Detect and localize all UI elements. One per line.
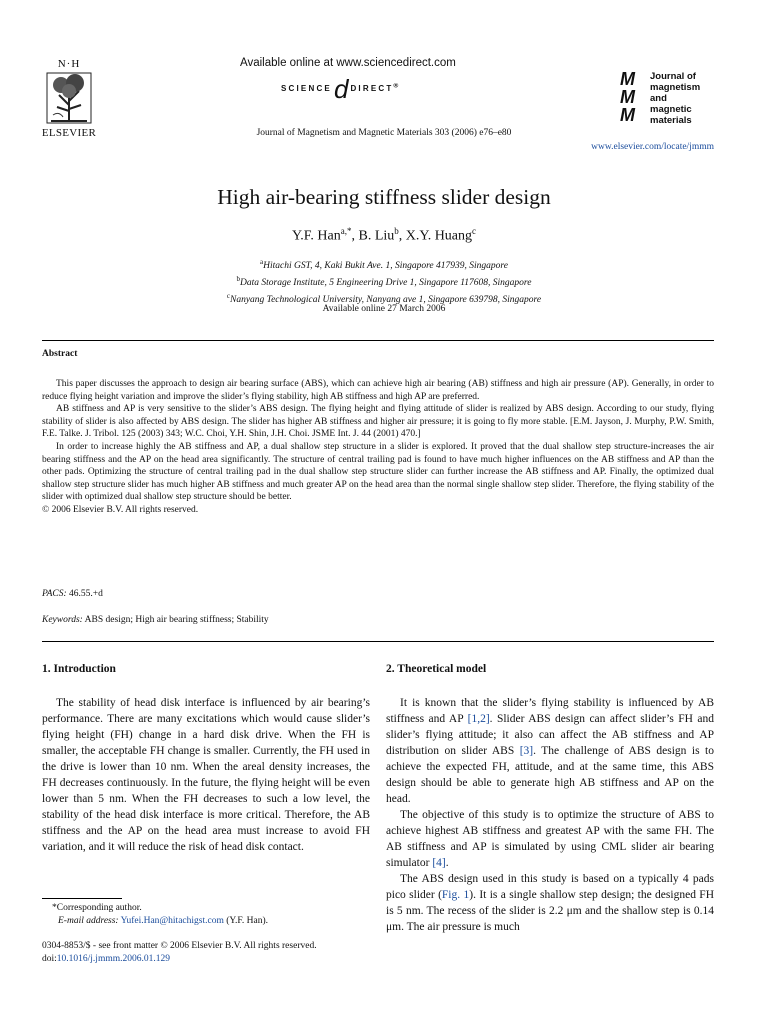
journal-logo-line: and xyxy=(650,93,667,104)
email-line xyxy=(42,915,268,928)
available-date: Available online 27 March 2006 xyxy=(322,304,446,314)
affiliation-sup: a xyxy=(260,258,264,266)
divider xyxy=(42,340,714,341)
doi-line xyxy=(42,953,317,966)
sciencedirect-mark-icon: d xyxy=(333,74,349,104)
pacs-line xyxy=(42,589,103,599)
model-paragraph xyxy=(386,695,714,807)
copyright-footer xyxy=(42,940,317,966)
footnote-divider xyxy=(42,898,122,899)
keywords-label: Keywords: xyxy=(42,615,83,625)
author-sup: b xyxy=(394,226,399,236)
right-column xyxy=(386,695,714,935)
keywords-value: ABS design; High air bearing stiffness; Stability xyxy=(84,615,269,625)
journal-url-link[interactable]: www.elsevier.com/locate/jmmm xyxy=(591,142,714,152)
journal-logo-text xyxy=(650,71,700,126)
article-title: High air-bearing stiffness slider design xyxy=(217,185,551,209)
journal-logo-line: magnetic xyxy=(650,104,692,115)
model-paragraph xyxy=(386,871,714,935)
affiliation xyxy=(0,256,768,273)
journal-reference: Journal of Magnetism and Magnetic Materials 303 (2006) e76–e80 xyxy=(256,128,512,138)
keywords-line xyxy=(42,615,269,625)
text-run: The objective of this study is to optimize the structure of ABS to achieve highest AB stiffness and greatest AP with the same FH. The AB stiffness and AP is simulated by using CML slider air bearing simulator xyxy=(386,809,714,869)
affiliation xyxy=(0,273,768,290)
sciencedirect-logo xyxy=(281,74,401,104)
abstract-paragraph: AB stiffness and AP is very sensitive to the slider’s ABS design. The flying height and flying attitude of slider is realized by ABS design. According to our study, flying stability of slider is also affected by ABS design. The slider has higher AB stiffness and higher air pressure; it is going to fly more stable. [E.M. Jayson, J. Murphy, P.W. Smith, F.E. Talke. J. Tribol. 125 (2003) 343; W.C. Choi, Y.H. Shin, J.H. Choi. JSME Int. J. 44 (2001) 470.] xyxy=(42,404,714,440)
doi-link[interactable]: 10.1016/j.jmmm.2006.01.129 xyxy=(56,954,170,964)
available-online-text: Available online at www.sciencedirect.com xyxy=(240,57,456,69)
affiliation-sup: c xyxy=(226,292,230,301)
abstract-paragraph: This paper discusses the approach to design air bearing surface (ABS), which can achieve high air bearing (AB) stiffness and high air pressure (AP). Generally, in order to reduce flying height variation and improve the slider’s flying stability, high AB stiffness and high AP are preferred. xyxy=(42,379,714,402)
email-label: E-mail address: xyxy=(58,916,119,926)
affiliation-sup: b xyxy=(236,275,240,284)
citation-link[interactable]: [4] xyxy=(432,857,446,869)
abstract-body xyxy=(42,378,714,517)
author-name[interactable]: X.Y. Huang xyxy=(405,228,473,244)
intro-paragraph: The stability of head disk interface is influenced by air bearing’s performance. There are many excitations which would cause slider’s flying height (FH) change in a hard disk drive. When the FH is smaller, the acceptable FH change is smaller. Currently, the FH used in the drive is lower than 10 nm. When the areal density increases, the FH decreases continuously. In the future, the flying height will be even lower than 5 nm. When the FH decreases to such a low level, the stability of the head disk interface is more critical. Therefore, the AB stiffness and the AP on the head area must increase to avoid FH variation, and it will reduce the risk of head disk contact. xyxy=(42,697,370,853)
abstract-copyright: © 2006 Elsevier B.V. All rights reserved. xyxy=(42,504,199,515)
author-list: Y.F. Han$^{a,*}$, B. Liu$^b$, X.Y. Huang$^c$ xyxy=(291,226,477,244)
text-run: . Slider ABS design can affect slider’s FH and slider’s flying attitude; it also can affect the AB stiffness and AP distribution on slider ABS xyxy=(386,713,714,757)
citation-link[interactable]: [1,2] xyxy=(467,713,490,725)
journal-logo-line: magnetism xyxy=(650,82,701,93)
affiliation-text: Hitachi GST, 4, Kaki Bukit Ave. 1, Singapore 417939, Singapore xyxy=(263,261,508,272)
abstract-heading: Abstract xyxy=(42,349,78,359)
jmmm-journal-logo xyxy=(620,70,710,126)
publisher-logo-letters: N·H xyxy=(57,58,81,70)
elsevier-logo xyxy=(38,58,100,139)
sciencedirect-trademark: ® xyxy=(393,82,401,90)
pacs-label: PACS: xyxy=(42,589,67,599)
sciencedirect-left-text: SCIENCE xyxy=(281,84,332,94)
affiliations xyxy=(0,256,768,307)
author-sup: a,* xyxy=(340,226,352,236)
abstract-paragraph: In order to increase highly the AB stiffness and AP, a dual shallow step structure in a slider is explored. It proved that the dual shallow step structure-increases the air bearing stiffness and the AP on the head area significantly. The structure of central trailing pad is found to have much higher influences on the AB stiffness and AP than the other pads. Optimizing the structure of central trailing pad in the dual shallow step structure slider can further increase the AB stiffness and AP. Finally, the optimized dual shallow step structure slider has much higher AB stiffness and much greater AP on the head area than the normal single shallow step slider. Therefore, the flying stability of the slider with optimized dual shallow step structure should be better. xyxy=(42,441,714,503)
journal-logo-line: materials xyxy=(650,115,692,126)
text-run: ). It is a single shallow step design; the designed FH is 5 nm. The recess of the slider is 2.2 μm and the shallow step is 0.14 μm. The air pressure is much xyxy=(386,889,715,933)
theoretical-model-heading: 2. Theoretical model xyxy=(386,663,487,675)
text-run: The ABS design used in this study is based on a typically 4 pads pico slider ( xyxy=(386,873,714,901)
journal-logo-line: Journal of xyxy=(650,71,696,82)
divider xyxy=(42,641,714,642)
corresponding-author-note: *Corresponding author. xyxy=(52,903,142,913)
sciencedirect-right-text: DIRECT xyxy=(350,84,394,94)
publisher-name: ELSEVIER xyxy=(41,127,97,139)
figure-link[interactable]: Fig. 1 xyxy=(441,889,470,901)
issn-line: 0304-8853/$ - see front matter © 2006 Elsevier B.V. All rights reserved. xyxy=(42,941,317,951)
footnote xyxy=(42,902,268,928)
introduction-heading: 1. Introduction xyxy=(42,663,116,675)
author-name[interactable]: B. Liu xyxy=(358,228,395,244)
text-run: It is known that the slider’s flying stability is influenced by AB stiffness and AP xyxy=(386,697,714,725)
email-owner: (Y.F. Han). xyxy=(223,916,269,926)
text-run: . The challenge of ABS design is to achieve the expected FH, attitude, and at the same time, this ABS design should be able to generate high AB stiffness and AP on the head. xyxy=(386,745,714,805)
doi-label: doi: xyxy=(42,954,57,964)
text-run: . xyxy=(445,857,449,869)
mmm-logo-icon: M M M xyxy=(620,69,635,125)
author-name[interactable]: Y.F. Han xyxy=(291,228,341,244)
email-link[interactable]: Yufei.Han@hitachigst.com xyxy=(120,916,224,926)
affiliation-text: Data Storage Institute, 5 Engineering Drive 1, Singapore 117608, Singapore xyxy=(240,278,532,289)
model-paragraph xyxy=(386,807,714,871)
citation-link[interactable]: [3] xyxy=(519,745,534,757)
pacs-value: 46.55.+d xyxy=(69,589,103,599)
author-sup: c xyxy=(472,226,477,236)
affiliation-text: Nanyang Technological University, Nanyang ave 1, Singapore 639798, Singapore xyxy=(230,295,542,306)
elsevier-tree-icon xyxy=(45,71,93,125)
left-column xyxy=(42,695,370,855)
